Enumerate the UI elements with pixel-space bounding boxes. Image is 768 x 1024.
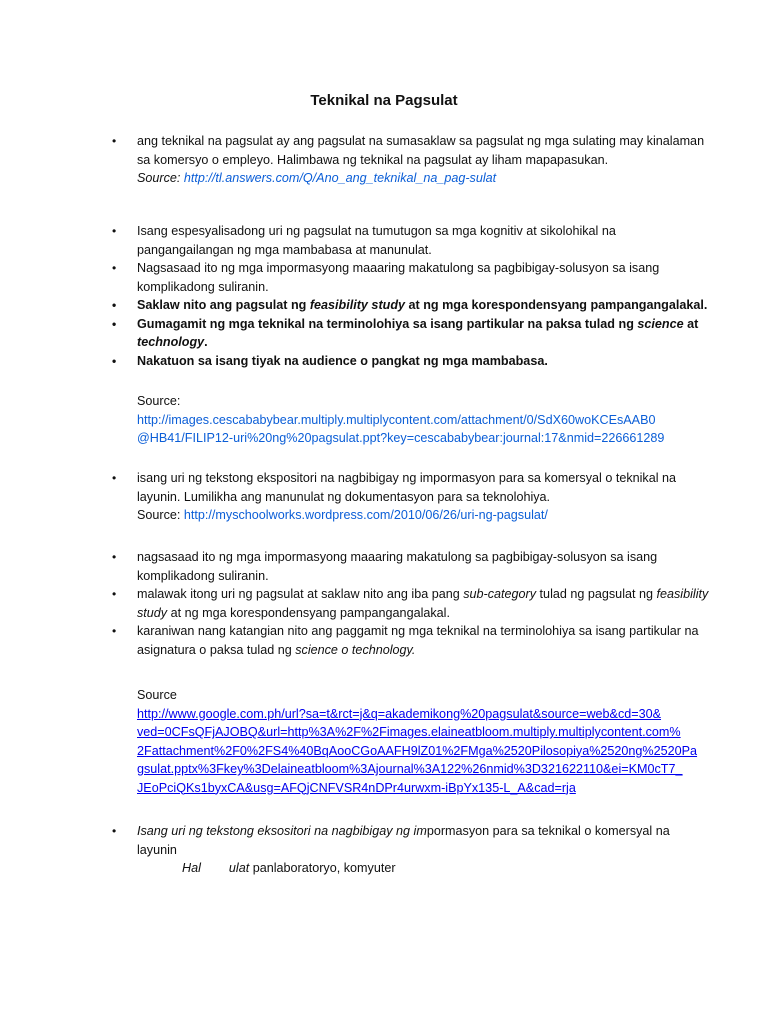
source-label: Source: (137, 171, 181, 185)
list-item (112, 132, 712, 188)
source-link[interactable]: gsulat.pptx%3Fkey%3Delaineatbloom%3Ajournal%3A122%26nmid%3D321622110&ei=KM0cT7_ (137, 762, 683, 776)
item-text: at (683, 316, 699, 331)
section-5 (112, 822, 712, 878)
item-text: Saklaw nito ang pagsulat ng (137, 298, 310, 312)
list-item (112, 585, 712, 622)
section-4-source (112, 686, 712, 797)
source-link[interactable]: @HB41/FILIP12-uri%20ng%20pagsulat.ppt?key=cescababybear:journal:17&nmid=226661289 (137, 431, 665, 445)
list-item (112, 622, 712, 659)
item-emphasis: science (637, 316, 684, 331)
item-text: ang teknikal na pagsulat ay ang pagsulat na sumasaklaw sa pagsulat ng mga sulating may kinalaman sa komersyo o empleyo. Halimbawa ng teknikal na pagsulat ay liham mapapasukan. (137, 134, 705, 167)
source-label: Source (137, 688, 177, 702)
bullet-icon: • (112, 261, 117, 275)
bullet-icon: • (112, 134, 117, 148)
bullet-icon: • (112, 353, 117, 368)
item-text: pormasyon para sa teknikal o komersyal na layunin (137, 824, 670, 857)
bullet-icon: • (112, 550, 117, 564)
bullet-icon: • (112, 224, 117, 238)
page-title: Teknikal na Pagsulat (310, 92, 458, 109)
list-item (112, 259, 712, 296)
bullet-icon: • (112, 824, 117, 838)
source-link[interactable]: ved=0CFsQFjAJOBQ&url=http%3A%2F%2Fimages.elaineatbloom.multiply.multiplycontent.com% (137, 725, 681, 739)
item-text: Nagsasaad ito ng mga impormasyong maaaring makatulong sa pagbibigay-solusyon sa isang komplikadong suliranin. (137, 261, 660, 294)
example-text: panlaboratoryo, komyuter (249, 861, 396, 875)
item-text: karaniwan nang katangian nito ang paggamit ng mga teknikal na terminolohiya sa isang partikular na asignatura o paksa tulad ng (137, 624, 699, 657)
item-text: tulad ng pagsulat ng (536, 587, 657, 601)
item-text: . (204, 335, 208, 349)
item-text: nagsasaad ito ng mga impormasyong maaaring makatulong sa pagbibigay-solusyon sa isang komplikadong suliranin. (137, 550, 658, 583)
bullet-icon: • (112, 316, 117, 331)
list-item (112, 822, 712, 859)
example-emphasis: ulat (228, 861, 250, 875)
source-label: Source: (137, 394, 181, 408)
item-emphasis: feasibility study (309, 298, 406, 312)
item-text: isang uri ng tekstong ekspositori na nagbibigay ng impormasyon para sa komersyal o teknikal na layunin. Lumilikha ang manunulat ng dokumentasyon para sa teknolohiya. (137, 471, 677, 504)
source-label: Source: (137, 508, 184, 522)
item-emphasis: Isang uri ng tekstong eksositori na nagbibigay ng im (137, 824, 427, 838)
source-link[interactable]: http://images.cescababybear.multiply.multiplycontent.com/attachment/0/SdX60woKCEsAAB0 (137, 412, 656, 427)
item-emphasis: technology (137, 335, 205, 349)
item-text: Gumagamit ng mga teknikal na terminolohiya sa isang partikular na paksa tulad ng (137, 316, 638, 331)
list-item (112, 222, 712, 259)
section-4 (112, 548, 712, 659)
source-link[interactable]: JEoPciQKs1byxCA&usg=AFQjCNFVSR4nDPr4urwxm-iBpYx135-L_A&cad=rja (137, 780, 576, 795)
source-link[interactable]: http://myschoolworks.wordpress.com/2010/06/26/uri-ng-pagsulat/ (183, 508, 548, 522)
example-label: Hal (182, 861, 201, 875)
example-line (112, 859, 712, 878)
list-item (112, 548, 712, 585)
item-text: malawak itong uri ng pagsulat at saklaw nito ang iba pang (137, 587, 464, 601)
bullet-icon: • (112, 471, 117, 485)
item-emphasis: sub-category (463, 587, 537, 601)
source-link[interactable]: 2Fattachment%2F0%2FS4%40BqAooCGoAAFH9lZ01%2FMga%2520Pilosopiya%2520ng%2520Pa (137, 743, 698, 758)
bullet-icon: • (112, 587, 117, 601)
list-item (112, 352, 712, 371)
section-2 (112, 222, 712, 370)
list-item (112, 315, 712, 352)
source-link[interactable]: http://tl.answers.com/Q/Ano_ang_teknikal_na_pag-sulat (183, 171, 497, 185)
list-item (112, 296, 712, 315)
item-text: Nakatuon sa isang tiyak na audience o pangkat ng mga mambabasa. (137, 353, 548, 368)
item-text: at ng mga korespondensyang pampangangalakal. (167, 605, 450, 620)
item-emphasis: feasibility study (137, 587, 709, 620)
item-text: at ng mga korespondensyang pampangangalakal. (405, 298, 708, 312)
section-1 (112, 132, 712, 188)
source-link[interactable]: http://www.google.com.ph/url?sa=t&rct=j&q=akademikong%20pagsulat&source=web&cd=30& (137, 706, 662, 721)
item-emphasis: science o technology. (295, 642, 416, 657)
bullet-icon: • (112, 298, 117, 312)
item-text: Isang espesyalisadong uri ng pagsulat na tumutugon sa mga kognitiv at sikolohikal na pangangailangan ng mga mambabasa at manunulat. (137, 224, 616, 257)
section-2-source (112, 392, 712, 448)
section-3 (112, 469, 712, 525)
bullet-icon: • (112, 624, 117, 638)
list-item (112, 469, 712, 525)
